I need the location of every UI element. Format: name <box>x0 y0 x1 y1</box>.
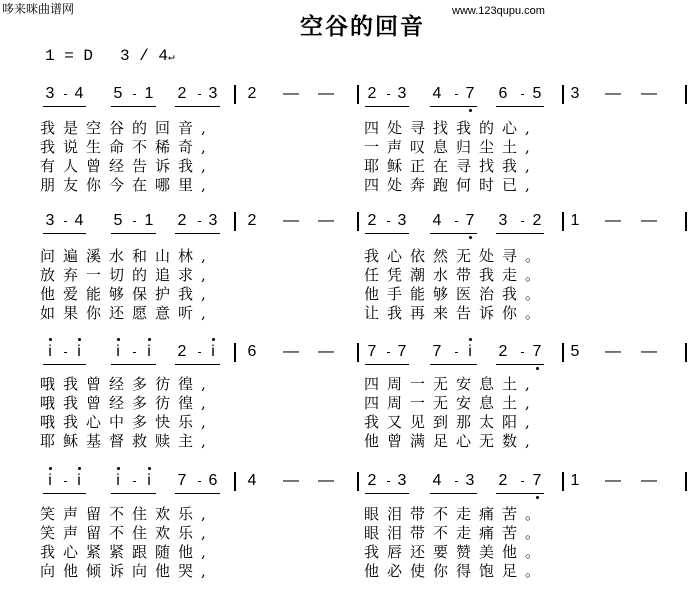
bar-line <box>357 212 359 231</box>
note: 1 <box>144 212 154 229</box>
sustain-dash: — <box>283 85 299 102</box>
augmentation-dot <box>387 94 390 95</box>
octave-dot-above <box>78 467 81 470</box>
augmentation-dot <box>64 94 67 95</box>
beam-underline <box>175 106 220 107</box>
note: i <box>48 343 52 360</box>
beam-underline <box>175 493 220 494</box>
lyric-line-right: 眼泪带不走痛苦。 <box>364 505 549 523</box>
notation-row-1 <box>0 84 696 108</box>
lyric-line-left: 我是空谷的回音, <box>40 119 214 137</box>
note: 2 <box>247 212 257 229</box>
note: 2 <box>532 212 542 229</box>
notation-row-4 <box>0 471 696 495</box>
augmentation-dot <box>133 94 136 95</box>
note: 6 <box>498 85 508 102</box>
lyric-line-right: 他曾满足心无数, <box>364 432 538 450</box>
lyric-line-left: 我说生命不稀奇, <box>40 138 214 156</box>
beam-underline <box>43 233 86 234</box>
bar-line <box>357 472 359 491</box>
bar-line <box>562 472 564 491</box>
note: i <box>77 472 81 489</box>
sustain-dash: — <box>283 472 299 489</box>
beam-underline <box>430 106 477 107</box>
beam-underline <box>111 106 156 107</box>
octave-dot-above <box>117 338 120 341</box>
lyric-line-right: 四处寻找我的心, <box>364 119 538 137</box>
lyric-line-left: 耶稣基督救赎主, <box>40 432 214 450</box>
lyric-line-right: 让我再来告诉你。 <box>364 304 549 322</box>
note: 2 <box>367 472 377 489</box>
lyric-line-right: 我唇还要赞美他。 <box>364 543 549 561</box>
note: 2 <box>367 85 377 102</box>
augmentation-dot <box>198 94 201 95</box>
bar-line <box>234 343 236 362</box>
lyric-line-right: 一声叹息归尘土, <box>364 138 538 156</box>
note: i <box>116 472 120 489</box>
bar-line <box>685 85 687 104</box>
time-signature <box>120 47 175 65</box>
octave-dot-above <box>148 467 151 470</box>
beam-underline <box>111 233 156 234</box>
lyric-line-right: 他必使你得饱足。 <box>364 562 549 580</box>
augmentation-dot <box>64 352 67 353</box>
lyric-line-left: 哦我曾经多彷徨, <box>40 375 214 393</box>
sustain-dash: — <box>318 85 334 102</box>
beam-underline <box>365 493 409 494</box>
lyric-line-left: 哦我心中多快乐, <box>40 413 214 431</box>
note: 4 <box>74 212 84 229</box>
bar-line <box>562 85 564 104</box>
note: 4 <box>74 85 84 102</box>
lyric-line-left: 朋友你今在哪里, <box>40 176 214 194</box>
lyric-line-right: 耶稣正在寻找我, <box>364 157 538 175</box>
octave-dot-above <box>49 467 52 470</box>
lyric-line-left: 笑声留不住欢乐, <box>40 524 214 542</box>
song-title: 空谷的回音 <box>300 13 425 40</box>
sustain-dash: — <box>318 212 334 229</box>
note: 3 <box>45 85 55 102</box>
note: 5 <box>532 85 542 102</box>
note: 5 <box>570 343 580 360</box>
augmentation-dot <box>64 481 67 482</box>
sustain-dash: — <box>283 212 299 229</box>
sustain-dash: — <box>605 343 621 360</box>
bar-line <box>685 212 687 231</box>
octave-dot-above <box>49 338 52 341</box>
lyric-line-left: 向他倾诉向他哭, <box>40 562 214 580</box>
note: 5 <box>113 85 123 102</box>
lyric-line-right: 他手能够医治我。 <box>364 285 549 303</box>
note: 3 <box>465 472 475 489</box>
site-name: 哆来咪曲谱网 <box>2 2 75 16</box>
augmentation-dot <box>521 481 524 482</box>
return-mark: ↵ <box>168 52 175 64</box>
note: 7 <box>367 343 377 360</box>
octave-dot-below <box>469 109 472 112</box>
notation-row-2 <box>0 211 696 235</box>
lyric-line-right: 我心依然无处寻。 <box>364 247 549 265</box>
note: 2 <box>367 212 377 229</box>
beam-underline <box>430 233 477 234</box>
lyric-line-left: 问遍溪水和山林, <box>40 247 214 265</box>
octave-dot-above <box>148 338 151 341</box>
beam-underline <box>496 364 544 365</box>
sustain-dash: — <box>605 212 621 229</box>
note: 3 <box>570 85 580 102</box>
note: 4 <box>432 85 442 102</box>
sustain-dash: — <box>318 472 334 489</box>
lyric-line-right: 眼泪带不走痛苦。 <box>364 524 549 542</box>
augmentation-dot <box>198 481 201 482</box>
notation-row-3 <box>0 342 696 366</box>
beam-underline <box>496 493 544 494</box>
augmentation-dot <box>387 481 390 482</box>
augmentation-dot <box>455 481 458 482</box>
bar-line <box>234 472 236 491</box>
augmentation-dot <box>521 352 524 353</box>
note: 2 <box>498 472 508 489</box>
lyric-line-right: 四周一无安息土, <box>364 394 538 412</box>
lyric-line-left: 他爱能够保护我, <box>40 285 214 303</box>
augmentation-dot <box>387 221 390 222</box>
beam-underline <box>111 493 156 494</box>
sustain-dash: — <box>641 343 657 360</box>
octave-dot-above <box>212 338 215 341</box>
beam-underline <box>175 364 220 365</box>
note: 7 <box>532 343 542 360</box>
beam-underline <box>365 233 409 234</box>
sustain-dash: — <box>641 212 657 229</box>
augmentation-dot <box>387 352 390 353</box>
note: 6 <box>208 472 218 489</box>
lyric-line-left: 放弃一切的追求, <box>40 266 214 284</box>
note: 3 <box>208 85 218 102</box>
augmentation-dot <box>455 94 458 95</box>
sustain-dash: — <box>641 472 657 489</box>
augmentation-dot <box>64 221 67 222</box>
augmentation-dot <box>198 221 201 222</box>
note: 3 <box>208 212 218 229</box>
augmentation-dot <box>133 352 136 353</box>
note: 4 <box>247 472 257 489</box>
bar-line <box>234 85 236 104</box>
octave-dot-below <box>469 236 472 239</box>
bar-line <box>562 212 564 231</box>
beam-underline <box>111 364 156 365</box>
note: 7 <box>465 212 475 229</box>
note: 7 <box>532 472 542 489</box>
note: 1 <box>570 212 580 229</box>
beam-underline <box>365 106 409 107</box>
augmentation-dot <box>133 481 136 482</box>
beam-underline <box>175 233 220 234</box>
note: 2 <box>177 343 187 360</box>
bar-line <box>357 85 359 104</box>
note: i <box>468 343 472 360</box>
note: 7 <box>397 343 407 360</box>
lyric-line-left: 如果你还愿意听, <box>40 304 214 322</box>
beam-underline <box>430 364 477 365</box>
note: i <box>116 343 120 360</box>
note: 7 <box>465 85 475 102</box>
lyric-line-right: 任凭潮水带我走。 <box>364 266 549 284</box>
note: 2 <box>498 343 508 360</box>
sustain-dash: — <box>605 85 621 102</box>
octave-dot-below <box>536 367 539 370</box>
beam-underline <box>496 106 544 107</box>
sustain-dash: — <box>318 343 334 360</box>
meter-value: 3 / 4 <box>120 47 169 65</box>
lyric-line-left: 哦我曾经多彷徨, <box>40 394 214 412</box>
augmentation-dot <box>521 94 524 95</box>
note: 3 <box>397 212 407 229</box>
bar-line <box>685 472 687 491</box>
lyric-line-left: 笑声留不住欢乐, <box>40 505 214 523</box>
note: 3 <box>498 212 508 229</box>
note: i <box>147 472 151 489</box>
note: i <box>211 343 215 360</box>
note: 3 <box>397 472 407 489</box>
beam-underline <box>430 493 477 494</box>
augmentation-dot <box>521 221 524 222</box>
key-signature: 1 = D <box>45 47 94 65</box>
note: 3 <box>397 85 407 102</box>
note: i <box>77 343 81 360</box>
site-url: www.123qupu.com <box>452 5 545 17</box>
beam-underline <box>43 493 86 494</box>
note: 5 <box>113 212 123 229</box>
augmentation-dot <box>198 352 201 353</box>
note: i <box>48 472 52 489</box>
lyric-line-right: 四周一无安息土, <box>364 375 538 393</box>
bar-line <box>357 343 359 362</box>
octave-dot-above <box>78 338 81 341</box>
bar-line <box>562 343 564 362</box>
octave-dot-above <box>117 467 120 470</box>
augmentation-dot <box>455 352 458 353</box>
bar-line <box>234 212 236 231</box>
note: 4 <box>432 212 442 229</box>
note: 6 <box>247 343 257 360</box>
note: i <box>147 343 151 360</box>
note: 7 <box>177 472 187 489</box>
note: 7 <box>432 343 442 360</box>
augmentation-dot <box>455 221 458 222</box>
lyric-line-left: 有人曾经告诉我, <box>40 157 214 175</box>
sustain-dash: — <box>283 343 299 360</box>
beam-underline <box>365 364 409 365</box>
note: 1 <box>570 472 580 489</box>
beam-underline <box>43 106 86 107</box>
bar-line <box>685 343 687 362</box>
note: 2 <box>247 85 257 102</box>
beam-underline <box>496 233 544 234</box>
octave-dot-above <box>469 338 472 341</box>
sustain-dash: — <box>641 85 657 102</box>
note: 3 <box>45 212 55 229</box>
augmentation-dot <box>133 221 136 222</box>
lyric-line-right: 我又见到那太阳, <box>364 413 538 431</box>
note: 1 <box>144 85 154 102</box>
octave-dot-below <box>536 496 539 499</box>
note: 4 <box>432 472 442 489</box>
sustain-dash: — <box>605 472 621 489</box>
beam-underline <box>43 364 86 365</box>
note: 2 <box>177 212 187 229</box>
lyric-line-right: 四处奔跑何时已, <box>364 176 538 194</box>
lyric-line-left: 我心紧紧跟随他, <box>40 543 214 561</box>
note: 2 <box>177 85 187 102</box>
